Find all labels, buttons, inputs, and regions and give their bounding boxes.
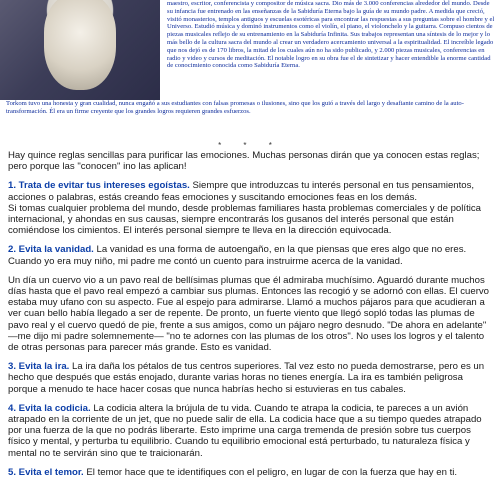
author-bio-lower: Torkom tuvo una honesta y gran cualidad, nunca engañó a sus estudiantes con falsas promesas o ilusiones, sino que los guió a través del largo y desafiante camino de la auto-transformación. Él era un firme creyente que los grandes logros requieren grandes esfuerzos. — [6, 100, 464, 115]
rule-1-body: Siempre que introduzcas tu interés personal en tus pensamientos, acciones o palabras, estás creando feas emociones y suscitando emociones feas en los demás. — [8, 180, 475, 203]
rule-2-body: La vanidad es una forma de autoengaño, en la que piensas que eres algo que no eres. Cuando yo era muy niño, mi padre me contó un cuento para instruirme acerca de la vanidad. — [8, 244, 467, 267]
rule-4-body: La codicia altera la brújula de tu vida. Cuando te atrapa la codicia, te pareces a un avión atrapado en la corriente de un jet, que no puede salir de ella. La codicia hace que a su tiempo quedes atrapado por una fuerza de la que no podrás liberarte. Esto imprime una carga tremenda de presión sobre tus cuerpos físico y mental, y perturba tu equilibrio. Cuando tu equilibrio emocional está perturbado, tu naturaleza física y mental no te servirán sino que te traicionarán. — [8, 402, 482, 459]
rule-5-title: 5. Evita el temor. — [8, 466, 84, 478]
rule-1-title: 1. Trata de evitar tus intereses egoístas. — [8, 180, 190, 192]
section-separator: * * * — [218, 141, 282, 150]
rule-2-story: Un día un cuervo vio a un pavo real de bellísimas plumas que él admiraba muchísimo. Aguardó durante muchos días hasta que el pavo real empezó a cambiar sus plumas. Entonces las recogió y se adornó con ellas. El cuervo estaba muy ufano con su aspecto. Fue al espejo para admirarse. Llamó a muchos pájaros para que acudieran a ver cuan bello había llegado a ser de repente. De pronto, un fuerte viento que llegó sopló todas las plumas de pavo real y el cuervo quedó de pie, frente a sus amigos, como un pájaro negro desnudo. "De ahora en adelante" —me dijo mi padre solemnemente— "no te adornes con las plumas de los otros". No uses los logros y el talento de otras personas para parecer más grande. Esto es vanidad. — [8, 274, 490, 354]
rule-4 — [8, 403, 495, 459]
rule-3-body: La ira daña los pétalos de tus centros superiores. Tal vez esto no pueda demostrarse, pero es un hecho que después que estás enojado, durante varias horas no tienes energía. La ira es también peligrosa porque a menudo te hace hacer cosas que nunca habrías hecho si estuvieras en tus cabales. — [8, 361, 485, 395]
author-photo — [0, 0, 160, 100]
rule-5 — [8, 467, 495, 478]
rule-2 — [8, 244, 495, 266]
rule-1-extra: Si tomas cualquier problema del mundo, desde problemas familiares hasta problemas comerciales y de política internacional, y ahondas en sus causas, siempre encontrarás los gusanos del interés personal que están comiéndose los cimientos. El interés personal siempre te lleva en la dirección equivocada. — [8, 202, 481, 237]
main-text — [8, 150, 495, 486]
rule-5-body: El temor hace que te identifiques con el peligro, en lugar de con la fuerza que hay en ti. — [83, 466, 458, 478]
author-bio: maestro, escritor, conferencista y compositor de música sacra. Dio más de 3.000 conferencias alrededor del mundo. Desde su infancia fue entrenado en las enseñanzas de la Sabiduría Eterna bajo la guía de su mundo padre. A medida que creció, visitó monasterios, templos antiguos y escuelas esotéricas para encontrar las respuestas a sus preguntas sobre el hombre y el Universo. Estudió música y dominó instrumentos como el violín, el piano, el violonchelo y la guitarra. Compuso cientos de piezas musicales reflejo de su entrenamiento en la Sabiduría Infinita. Sus trabajos representan una síntesis de lo mejor y lo más bello de la cultura sacra del mundo al crear un verdadero acercamiento universal a la espiritualidad. El increíble legado que nos dejó es de 170 libros, la mitad de los cuales aún no ha sido publicado, y 2.000 piezas musicales, conferencias en radio y video y cursos de meditación. El notable logro en su obra fue el de sintetizar y hacer entendible la enorme cantidad de conocimiento conocida como Sabiduría Eterna. — [167, 0, 495, 70]
rule-3-title: 3. Evita la ira. — [8, 361, 70, 373]
rule-4-title: 4. Evita la codicia. — [8, 402, 91, 414]
intro-paragraph: Hay quince reglas sencillas para purificar las emociones. Muchas personas dirán que ya conocen estas reglas; pero porque las "conocen" ino las aplican! — [8, 150, 480, 173]
rule-2-title: 2. Evita la vanidad. — [8, 244, 94, 256]
photo-face — [44, 0, 116, 90]
rule-3 — [8, 361, 495, 395]
rule-1 — [8, 180, 495, 236]
